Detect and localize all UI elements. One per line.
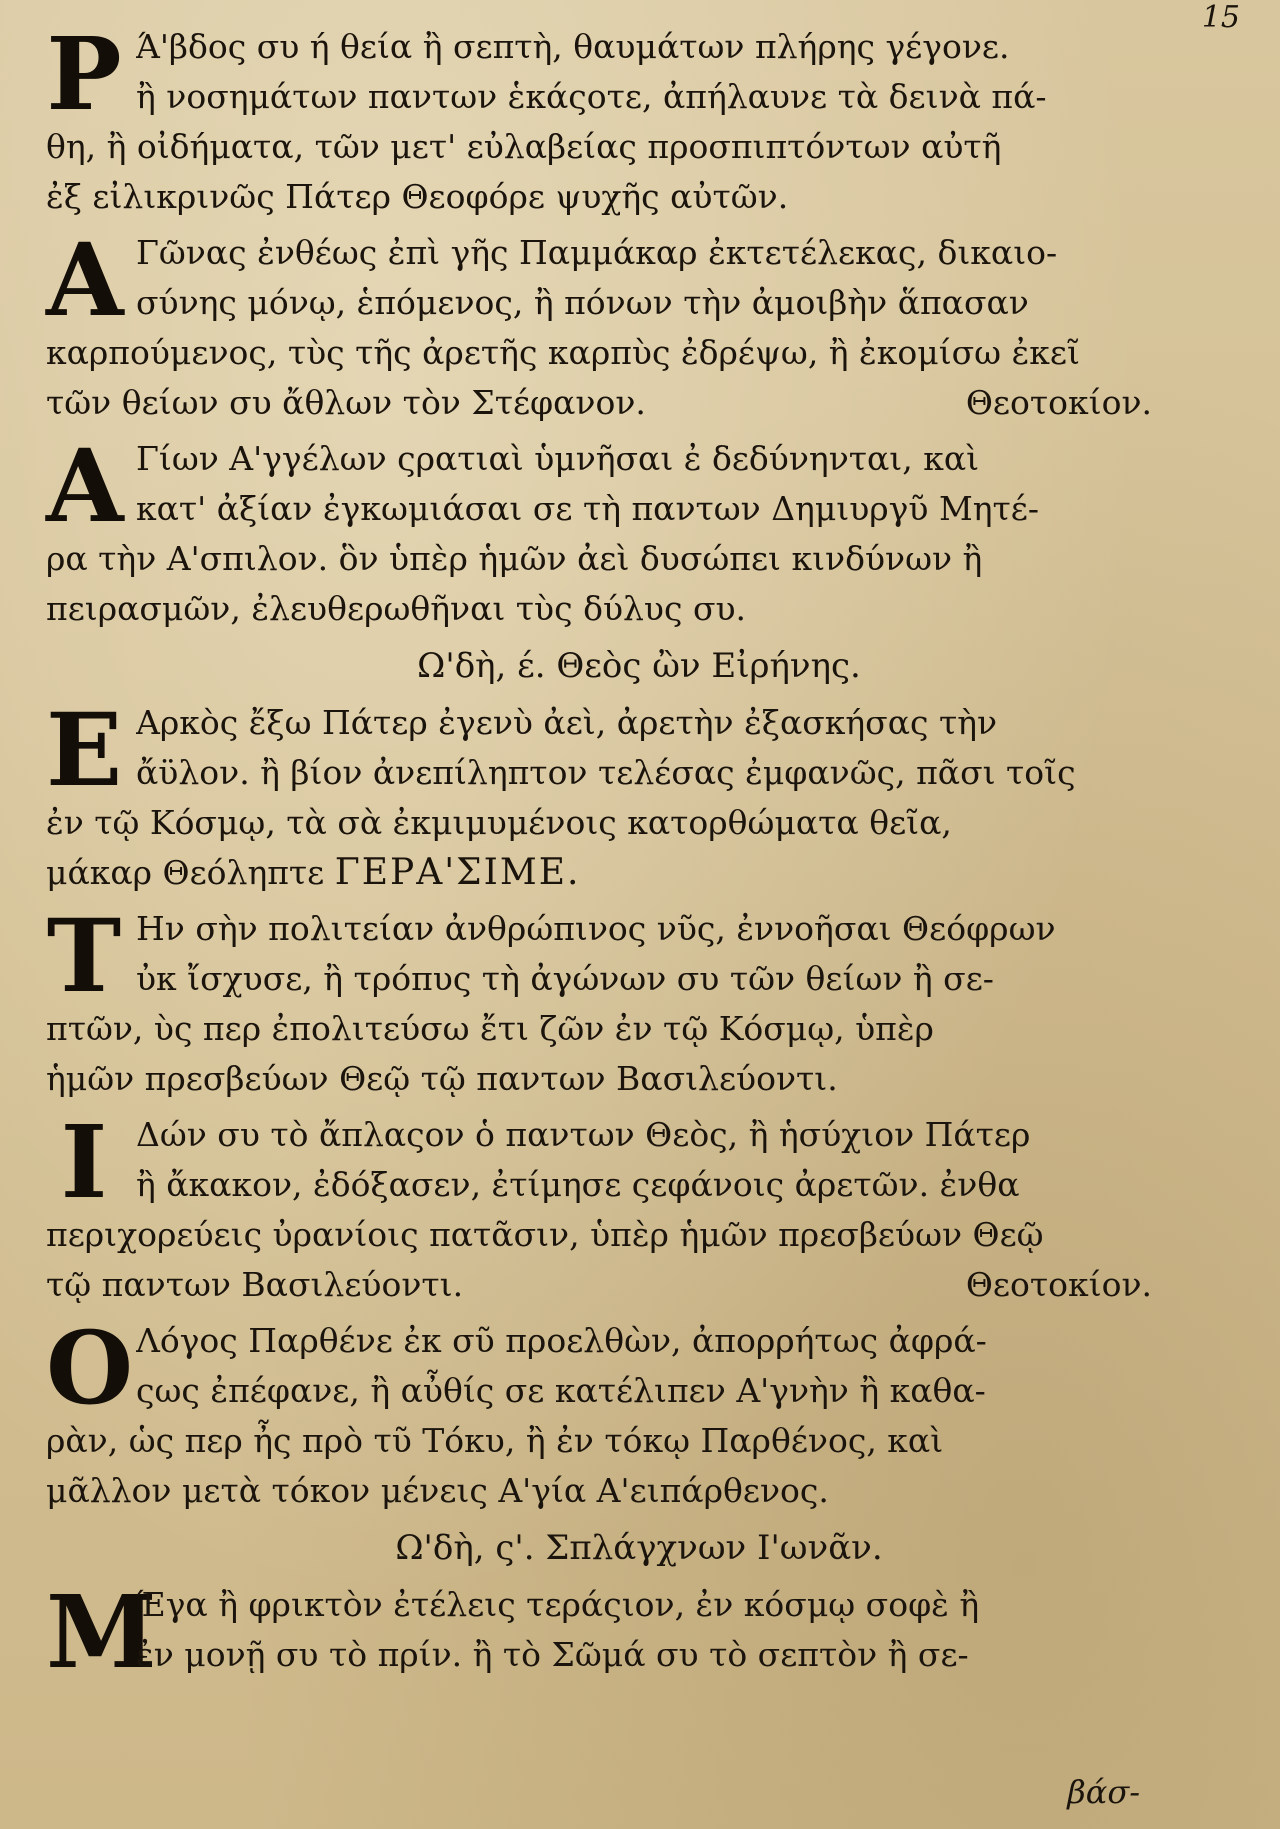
text-line: ἐν μονῇ συ τὸ πρίν. ἢ τὸ Σῶμά συ τὸ σεπτὸν ἢ σε- <box>136 1635 969 1674</box>
text-line <box>46 378 1232 428</box>
text-line: πειρασμῶν, ἐλευθερωθῆναι τὺς δύλυς συ. <box>46 589 747 628</box>
troparion-1 <box>46 15 1232 222</box>
text-line: ἢ νοσημάτων παντων ἑκάςοτε, ἀπήλαυνε τὰ δεινὰ πά- <box>136 77 1047 116</box>
text-line: Γῶνας ἐνθέως ἐπὶ γῆς Παμμάκαρ ἐκτετέλεκας, δικαιο- <box>136 233 1058 272</box>
troparion-3 <box>46 691 1232 898</box>
troparion-5 <box>46 1103 1232 1310</box>
text-line: μᾶλλον μετὰ τόκον μένεις Α'γία Α'ειπάρθενος. <box>46 1471 829 1510</box>
text-line-part: μάκαρ Θεόληπτε <box>46 853 325 892</box>
catchword: βάσ- <box>1067 1773 1140 1811</box>
text-line: ἐν τῷ Κόσμῳ, τὰ σὰ ἐκμιμυμένοις κατορθώματα θεῖα, <box>46 803 952 842</box>
ornamental-initial: Ο <box>46 1309 134 1427</box>
troparion-4 <box>46 897 1232 1104</box>
ode-heading-5: Ω'δὴ, έ. Θεὸς ὢν Εἰρήνης. <box>417 646 861 686</box>
ornamental-initial: Ρ <box>46 15 122 133</box>
text-line: Ην σὴν πολιτείαν ἀνθρώπινος νῦς, ἐννοῆσαι Θεόφρων <box>136 909 1056 948</box>
troparion-6 <box>46 1573 1232 1691</box>
page-number: 15 <box>1201 0 1240 35</box>
text-line: Δών συ τὸ ἄπλαςον ὁ παντων Θεὸς, ἢ ἡσύχιον Πάτερ <box>136 1115 1031 1154</box>
ode-heading-6: Ω'δὴ, ς'. Σπλάγχνων Ι'ωνᾶν. <box>395 1528 883 1568</box>
ornamental-initial: Ε <box>46 691 123 809</box>
text-line: ἐξ εἰλικρινῶς Πάτερ Θεοφόρε ψυχῆς αὐτῶν. <box>46 177 789 216</box>
text-line: Γίων Α'γγέλων ςρατιαὶ ὑμνῆσαι ἐ δεδύνηνται, καὶ <box>136 439 980 478</box>
text-line: ἄϋλον. ἢ βίον ἀνεπίληπτον τελέσας ἐμφανῶς, πᾶσι τοῖς <box>136 753 1076 792</box>
text-line-part: τῶν θείων συ ἄθλων τὸν Στέφανον. <box>46 383 646 422</box>
text-line: πτῶν, ὺς περ ἐπολιτεύσω ἔτι ζῶν ἐν τῷ Κόσμῳ, ὑπὲρ <box>46 1009 934 1048</box>
troparion-2 <box>46 221 1232 428</box>
text-line: θη, ἢ οἰδήματα, τῶν μετ' εὐλαβείας προσπιπτόντων αὐτῆ <box>46 127 1002 166</box>
text-line: ρα τὴν Α'σπιλον. ὃν ὑπὲρ ἡμῶν ἀεὶ δυσώπει κινδύνων ἢ <box>46 539 983 578</box>
ornamental-initial: Τ <box>46 897 122 1015</box>
ornamental-initial: Ι <box>60 1103 108 1221</box>
theotokion-1 <box>46 427 1232 634</box>
ornamental-initial: Α <box>46 427 124 545</box>
text-line: ἢ ἄκακον, ἐδόξασεν, ἐτίμησε ςεφάνοις ἀρετῶν. ἐνθα <box>136 1165 1020 1204</box>
text-line <box>46 848 1232 898</box>
text-line-part: τῷ παντων Βασιλεύοντι. <box>46 1265 464 1304</box>
text-line: ἡμῶν πρεσβεύων Θεῷ τῷ παντων Βασιλεύοντι. <box>46 1059 838 1098</box>
ornamental-initial: Α <box>46 221 124 339</box>
saint-name: ΓΕΡΑ'ΣΙΜΕ. <box>334 852 581 893</box>
theotokion-2 <box>46 1309 1232 1516</box>
text-line <box>46 1260 1232 1310</box>
text-line: σύνης μόνῳ, ἑπόμενος, ἢ πόνων τὴν ἀμοιβὴν ἅπασαν <box>136 283 1029 322</box>
text-line: Αρκὸς ἔξω Πάτερ ἐγενὺ ἀεὶ, ἀρετὴν ἐξασκήσας τὴν <box>136 703 998 742</box>
text-line: ρὰν, ὡς περ ἦς πρὸ τῦ Τόκυ, ἢ ἐν τόκῳ Παρθένος, καὶ <box>46 1421 944 1460</box>
theotokion-label: Θεοτοκίον. <box>965 1265 1152 1304</box>
text-line: Έγα ἢ φρικτὸν ἐτέλεις τεράςιον, ἐν κόσμῳ σοφὲ ἢ <box>136 1585 980 1624</box>
text-line: κατ' ἀξίαν ἐγκωμιάσαι σε τὴ παντων Δημιυργῦ Μητέ- <box>136 489 1040 528</box>
text-line: Ά'βδος συ ή θεία ἢ σεπτὴ, θαυμάτων πλήρης γέγονε. <box>136 27 1010 66</box>
text-line: ὐκ ἴσχυσε, ἢ τρόπυς τὴ ἀγώνων συ τῶν θείων ἢ σε- <box>136 959 994 998</box>
ornamental-initial: Μ <box>46 1573 157 1691</box>
theotokion-label: Θεοτοκίον. <box>965 383 1152 422</box>
text-line: περιχορεύεις ὐρανίοις πατᾶσιν, ὑπὲρ ἡμῶν πρεσβεύων Θεῷ <box>46 1215 1044 1254</box>
text-line: Λόγος Παρθένε ἐκ σῦ προελθὼν, ἀπορρήτως ἀφρά- <box>136 1321 987 1360</box>
text-line: καρπούμενος, τὺς τῆς ἀρετῆς καρπὺς ἐδρέψω, ἢ ἐκομίσω ἐκεῖ <box>46 333 1080 372</box>
text-line: ςως ἐπέφανε, ἢ αὖθίς σε κατέλιπεν Α'γνὴν ἢ καθα- <box>136 1371 986 1410</box>
